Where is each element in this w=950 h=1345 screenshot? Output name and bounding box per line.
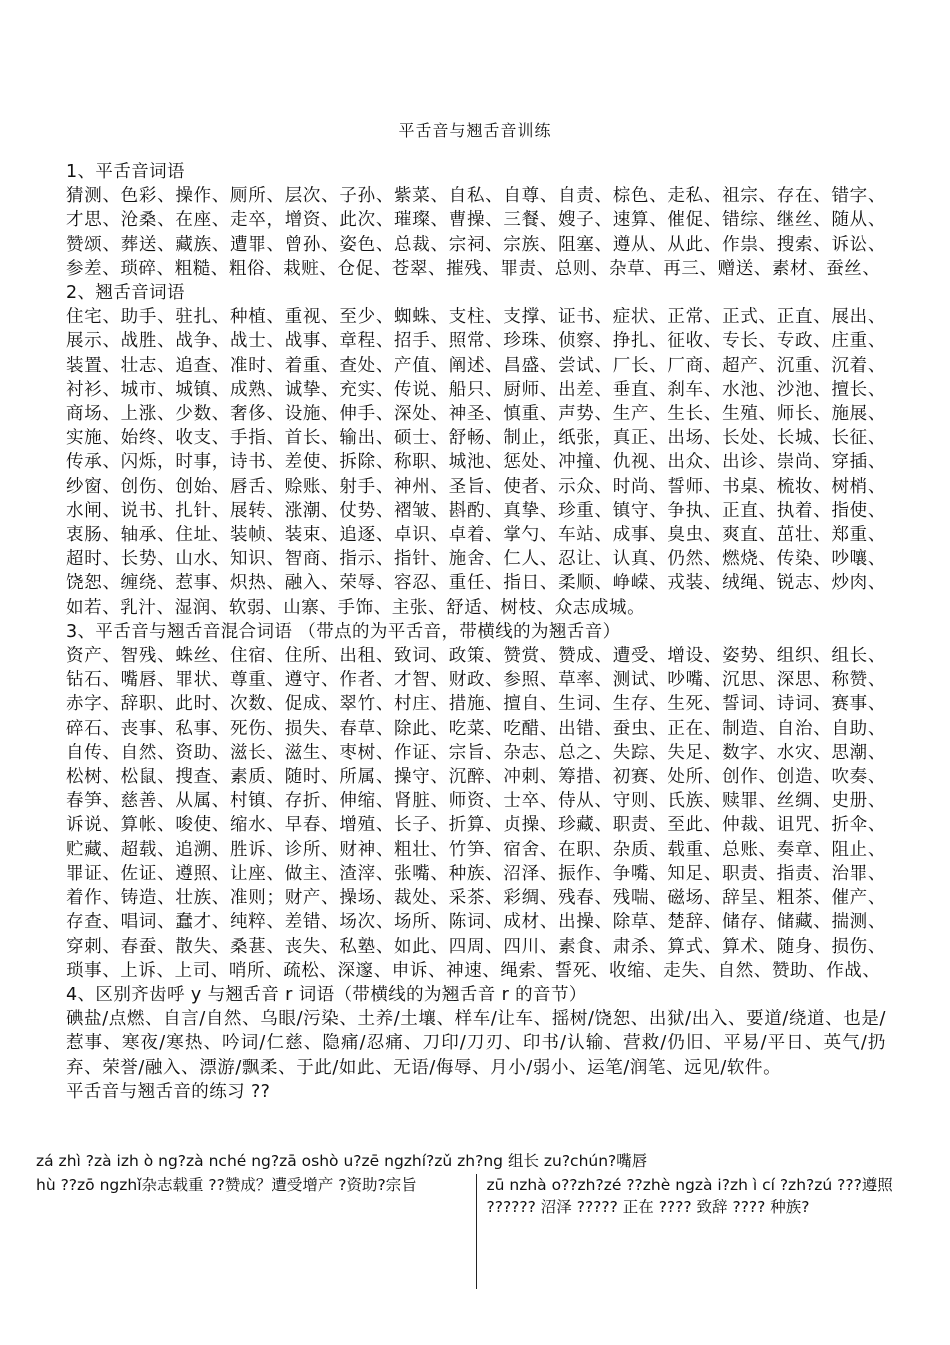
section-heading-3: 3、平舌音与翘舌音混合词语 （带点的为平舌音，带横线的为翘舌音）: [66, 621, 621, 642]
practice-columns: [36, 1174, 916, 1289]
practice-title: 平舌音与翘舌音的练习 ??: [66, 1081, 271, 1102]
section-body-4: 碘盐/点燃、自言/自然、乌眼/污染、土养/土壤、样车/让车、摇树/饶恕、出狱/出入、要道/绕道、也是/惹事、寒夜/寒热、吟词/仁慈、隐痛/忍痛、刀印/刀刃、印书/认输、营救/仍旧、平易/平日、英气/扔弃、荣誉/融入、漂游/飘柔、于此/如此、无语/侮辱、月小/弱小、运笔/润笔、远见/软件。: [66, 1009, 886, 1078]
section-heading-1: 1、平舌音词语: [66, 162, 185, 182]
section-body-1: 猜测、色彩、操作、厕所、层次、子孙、紫菜、自私、自尊、自责、棕色、走私、祖宗、存在、错字、才思、沧桑、在座、走卒，增资、此次、璀璨、曹操、三餐、嫂子、速算、催促、错综、继丝、随从、赞颂、葬送、藏族、遭罪、曾孙、姿色、总裁、宗祠、宗族、阻塞、遵从、从此、作祟、搜索、诉讼、参差、琐碎、粗糙、粗俗、栽赃、仓促、苍翠、摧残、罪责、总则、杂草、再三、赠送、素材、蚕丝、: [66, 186, 886, 279]
pinyin-practice-block: [36, 1150, 916, 1289]
practice-left-column: hù ??zō ngzhǐ杂志载重 ??赞成？遭受增产 ?资助?宗旨: [36, 1176, 417, 1194]
section-body-3: 资产、智残、蛛丝、住宿、住所、出租、致词、政策、赞赏、赞成、遭受、增设、姿势、组织、组长、钻石、嘴唇、罪状、尊重、遵守、作者、才智、财政、参照、草率、测试、吵嘴、沉思、深思、称赞、赤字、辞职、此时、次数、促成、翠竹、村庄、措施、擅自、生词、生存、生死、誓词、诗词、赛事、碎石、丧事、私事、死伤、损失、春草、除此、吃菜、吃醋、出错、蚕虫、正在、制造、自治、自助、自传、自然、资助、滋长、滋生、枣树、作证、宗旨、杂志、总之、失踪、失足、数字、水灾、思潮、松树、松鼠、搜查、素质、随时、所属、操守、沉醉、冲刺、筹措、初赛、处所、创作、创造、吹奏、春笋、慈善、从属、村镇、存折、伸缩、肾脏、师资、士卒、侍从、守则、氏族、赎罪、丝绸、史册、诉说、算帐、唆使、缩水、早春、增殖、长子、折算、贞操、珍藏、职责、至此、仲裁、诅咒、折伞、贮藏、超载、追溯、胜诉、诊所、财神、粗壮、竹笋、宿舍、在职、杂质、载重、总账、奏章、阻止、罪证、佐证、遵照、让座、做主、渣滓、张嘴、种族、沼泽、振作、争嘴、知足、职责、指责、治罪、着作、铸造、壮族、准则；财产、操场、裁处、采茶、彩绸、残春、残喘、磁场、辞呈、粗茶、催产、存查、唱词、蠢才、纯粹、差错、场次、场所、陈词、成材、出操、除草、楚辞、储存、储藏、揣测、穿刺、春蚕、散失、桑葚、丧失、私塾、如此、四周、四川、素食、肃杀、算式、算术、随身、损伤、琐事、上诉、上司、哨所、疏松、深邃、申诉、神速、绳索、誓死、收缩、走失、自然、赞助、作战、: [66, 646, 886, 981]
section-heading-4: 4、区别齐齿呼 y 与翘舌音 r 词语（带横线的为翘舌音 r 的音节）: [66, 984, 587, 1005]
practice-right-column: zū nzhà o??zh?zé ??zhè ngzà i?zh ì cí ?zh?zú ???遵照 ?????? 沼泽 ????? 正在 ???? 致辞 ???? 种族?: [486, 1176, 893, 1216]
section-heading-2: 2、翘舌音词语: [66, 283, 185, 304]
section-body-2: 住宅、助手、驻扎、种植、重视、至少、蜘蛛、支柱、支撑、证书、症状、正常、正式、正直、展出、展示、战胜、战争、战士、战事、章程、招手、照常、珍珠、侦察、挣扎、征收、专长、专政、庄重、装置、壮志、追查、准时、着重、查处、产值、阐述、昌盛、尝试、厂长、厂商、超产、沉重、沉着、衬衫、城市、城镇、成熟、诚挚、充实、传说、船只、厨师、出差、垂直、刹车、水池、沙池、擅长、商场、上涨、少数、奢侈、设施、伸手、深处、神圣、慎重、声势、生产、生长、生殖、师长、施展、实施、始终、收支、手指、首长、输出、硕士、舒畅、制止，纸张，真正、出场、长处、长城、长征、传承、闪烁，时事，诗书、差使、拆除、称职、城池、惩处、冲撞、仇视、出众、出诊、崇尚、穿插、纱窗、创伤、创始、唇舌、赊账、射手、神州、圣旨、使者、示众、时尚、誓师、书桌、梳妆、树梢、水闸、说书、扎针、展转、涨潮、仗势、褶皱、斟酌、真挚、珍重、镇守、争执、正直、执着、指使、衷肠、轴承、住址、装帧、装束、追逐、卓识、卓着、掌勺、车站、成事、臭虫、爽直、茁壮、郑重、超时、长势、山水、知识、智商、指示、指针、施舍、仁人、忍让、认真、仍然、燃烧、传染、吵嚷、饶恕、缠绕、惹事、炽热、融入、荣辱、容忍、重任、指日、柔顺、峥嵘、戎装、绒绳、锐志、炒肉、如若、乳汁、湿润、软弱、山寨、手饰、主张、舒适、树枝、众志成城。: [66, 307, 886, 618]
document-body: [66, 160, 886, 1104]
pinyin-row: zá zhì ?zà izh ò ng?zà nché ng?zā oshò u?zē ngzhí?zǔ zh?ng 组长 zu?chún?嘴唇: [36, 1152, 648, 1170]
page-title: 平舌音与翘舌音训练: [398, 121, 552, 140]
